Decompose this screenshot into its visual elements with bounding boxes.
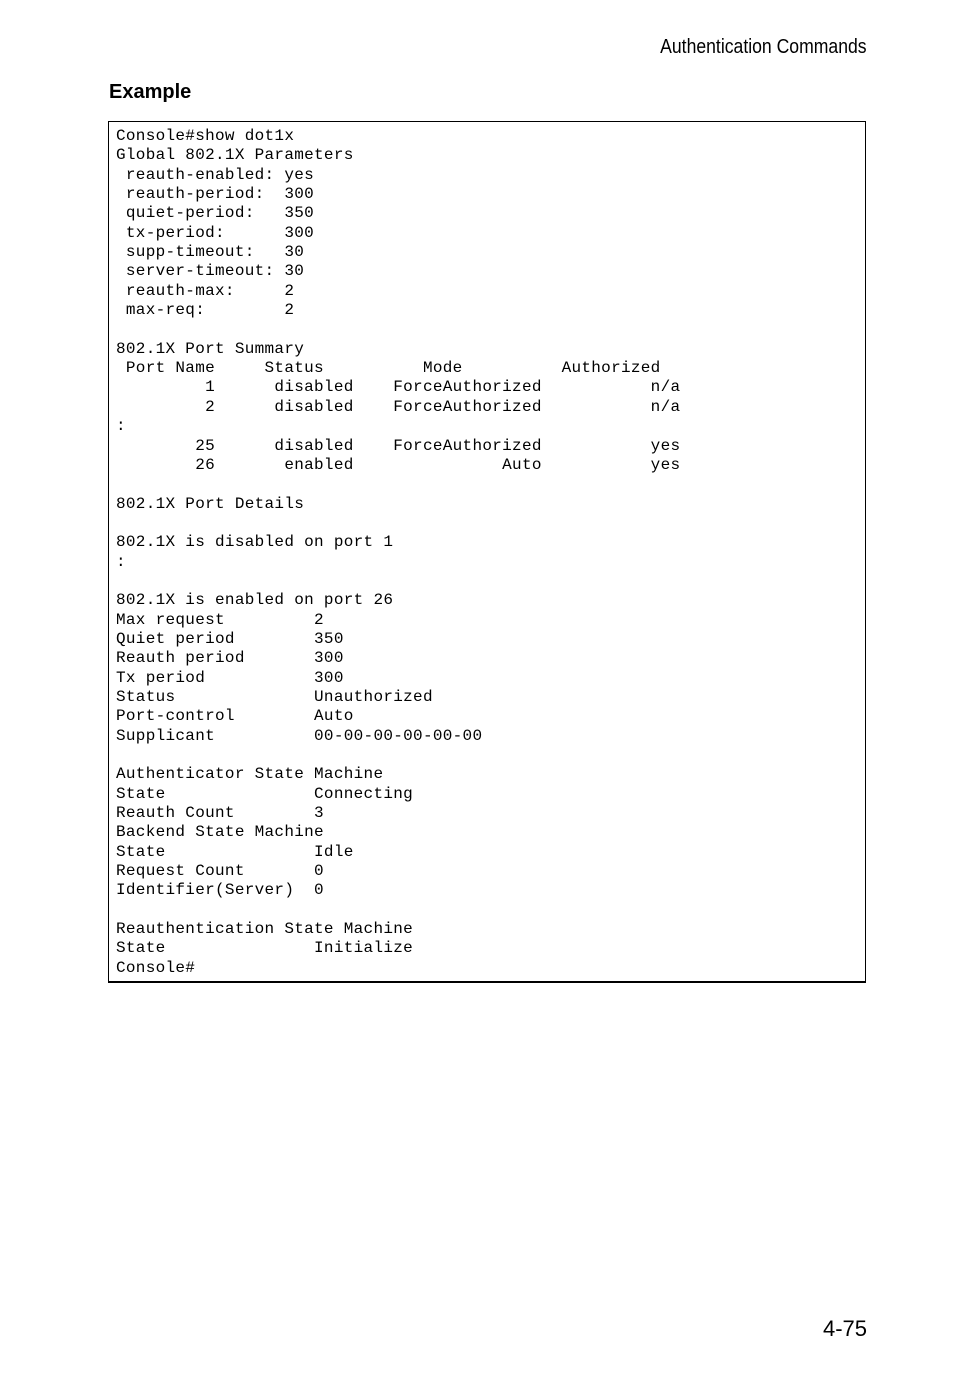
console-output-text <box>116 127 680 978</box>
console-line: Reauth period 300 <box>116 649 344 668</box>
console-line: State Idle <box>116 842 354 861</box>
console-line: Port Name Status Mode Authorized <box>116 359 661 378</box>
console-line: Port-control Auto <box>116 707 354 726</box>
console-line: Status Unauthorized <box>116 687 433 706</box>
console-line: State Initialize <box>116 939 414 958</box>
console-line: Identifier(Server) 0 <box>116 881 324 900</box>
page-number: 4-75 <box>822 1316 867 1341</box>
console-output-box <box>108 121 866 983</box>
console-line: Tx period 300 <box>116 668 344 687</box>
console-line: Reauth Count 3 <box>116 804 324 823</box>
console-line: supp-timeout: 30 <box>116 243 305 262</box>
console-line: Console# <box>116 958 196 977</box>
console-line: : <box>116 417 126 436</box>
console-line: State Connecting <box>116 784 414 803</box>
console-line: tx-period: 300 <box>116 223 315 242</box>
console-line: : <box>116 552 126 571</box>
console-line: reauth-max: 2 <box>116 281 295 300</box>
console-line: Quiet period 350 <box>116 629 344 648</box>
console-line: 802.1X is disabled on port 1 <box>116 533 394 552</box>
console-line: reauth-enabled: yes <box>116 165 315 184</box>
example-heading: Example <box>109 81 192 103</box>
console-line: Supplicant 00-00-00-00-00-00 <box>116 726 483 745</box>
console-line: reauth-period: 300 <box>116 185 315 204</box>
console-line: 802.1X is enabled on port 26 <box>116 591 394 610</box>
console-line: max-req: 2 <box>116 301 295 320</box>
console-line: Console#show dot1x <box>116 127 295 145</box>
console-line: Global 802.1X Parameters <box>116 146 354 165</box>
console-line: 1 disabled ForceAuthorized n/a <box>116 378 681 397</box>
console-line: 26 enabled Auto yes <box>116 455 681 474</box>
console-line: Max request 2 <box>116 610 324 629</box>
console-line: 802.1X Port Details <box>116 494 305 513</box>
console-line: 25 disabled ForceAuthorized yes <box>116 436 681 455</box>
console-line: 2 disabled ForceAuthorized n/a <box>116 397 681 416</box>
console-line: Reauthentication State Machine <box>116 920 414 939</box>
console-line: Authenticator State Machine <box>116 765 384 784</box>
console-line: 802.1X Port Summary <box>116 339 305 358</box>
console-line: Backend State Machine <box>116 823 324 842</box>
console-line: server-timeout: 30 <box>116 262 305 281</box>
console-line: Request Count 0 <box>116 862 324 881</box>
console-line: quiet-period: 350 <box>116 204 315 223</box>
running-header: Authentication Commands <box>660 36 867 58</box>
